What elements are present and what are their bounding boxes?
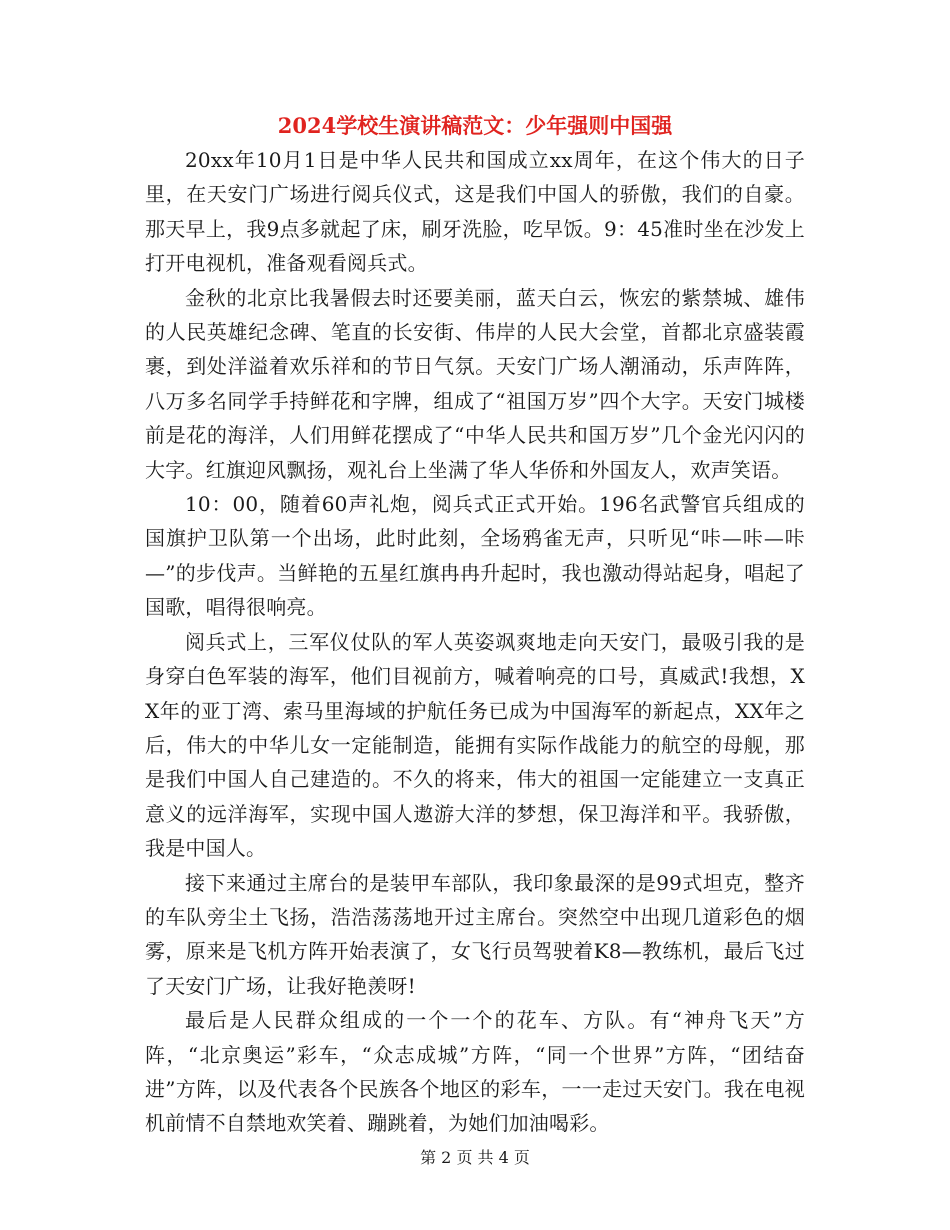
paragraph: 阅兵式上，三军仪仗队的军人英姿飒爽地走向天安门，最吸引我的是身穿白色军装的海军，他们目视前方，喊着响亮的口号，真威武!我想，XX年的亚丁湾、索马里海域的护航任务已成为中国海军的新起点，XX年之后，伟大的中华儿女一定能制造，能拥有实际作战能力的航空的母舰，那是我们中国人自己建造的。不久的将来，伟大的祖国一定能建立一支真正意义的远洋海军，实现中国人遨游大洋的梦想，保卫海洋和平。我骄傲，我是中国人。 [145, 629, 805, 861]
paragraph: 10：00，随着60声礼炮，阅兵式正式开始。196名武警官兵组成的国旗护卫队第一个出场，此时此刻，全场鸦雀无声，只听见“咔—咔—咔—”的步伐声。当鲜艳的五星红旗冉冉升起时，我也激动得站起身，唱起了国歌，唱得很响亮。 [145, 492, 805, 620]
paragraph: 最后是人民群众组成的一个一个的花车、方队。有“神舟飞天”方阵，“北京奥运”彩车，“众志成城”方阵，“同一个世界”方阵，“团结奋进”方阵，以及代表各个民族各个地区的彩车，一一走过天安门。我在电视机前情不自禁地欢笑着、蹦跳着，为她们加油喝彩。 [145, 1008, 805, 1136]
paragraph: 接下来通过主席台的是装甲车部队，我印象最深的是99式坦克，整齐的车队旁尘土飞扬，浩浩荡荡地开过主席台。突然空中出现几道彩色的烟雾，原来是飞机方阵开始表演了，女飞行员驾驶着K8—教练机，最后飞过了天安门广场，让我好艳羡呀! [145, 870, 805, 998]
page-footer: 第 2 页 共 4 页 [420, 1148, 530, 1167]
paragraph: 金秋的北京比我暑假去时还要美丽，蓝天白云，恢宏的紫禁城、雄伟的人民英雄纪念碑、笔直的长安街、伟岸的人民大会堂，首都北京盛装霞裹，到处洋溢着欢乐祥和的节日气氛。天安门广场人潮涌动，乐声阵阵，八万多名同学手持鲜花和字牌，组成了“祖国万岁”四个大字。天安门城楼前是花的海洋，人们用鲜花摆成了“中华人民共和国万岁”几个金光闪闪的大字。红旗迎风飘扬，观礼台上坐满了华人华侨和外国友人，欢声笑语。 [145, 285, 805, 482]
document-body [145, 143, 805, 1141]
paragraph: 20xx年10月1日是中华人民共和国成立xx周年，在这个伟大的日子里，在天安门广场进行阅兵仪式，这是我们中国人的骄傲，我们的自豪。那天早上，我9点多就起了床，刷牙洗脸，吃早饭。9：45准时坐在沙发上打开电视机，准备观看阅兵式。 [145, 148, 805, 276]
document-title: 2024学校生演讲稿范文：少年强则中国强 [277, 113, 673, 138]
